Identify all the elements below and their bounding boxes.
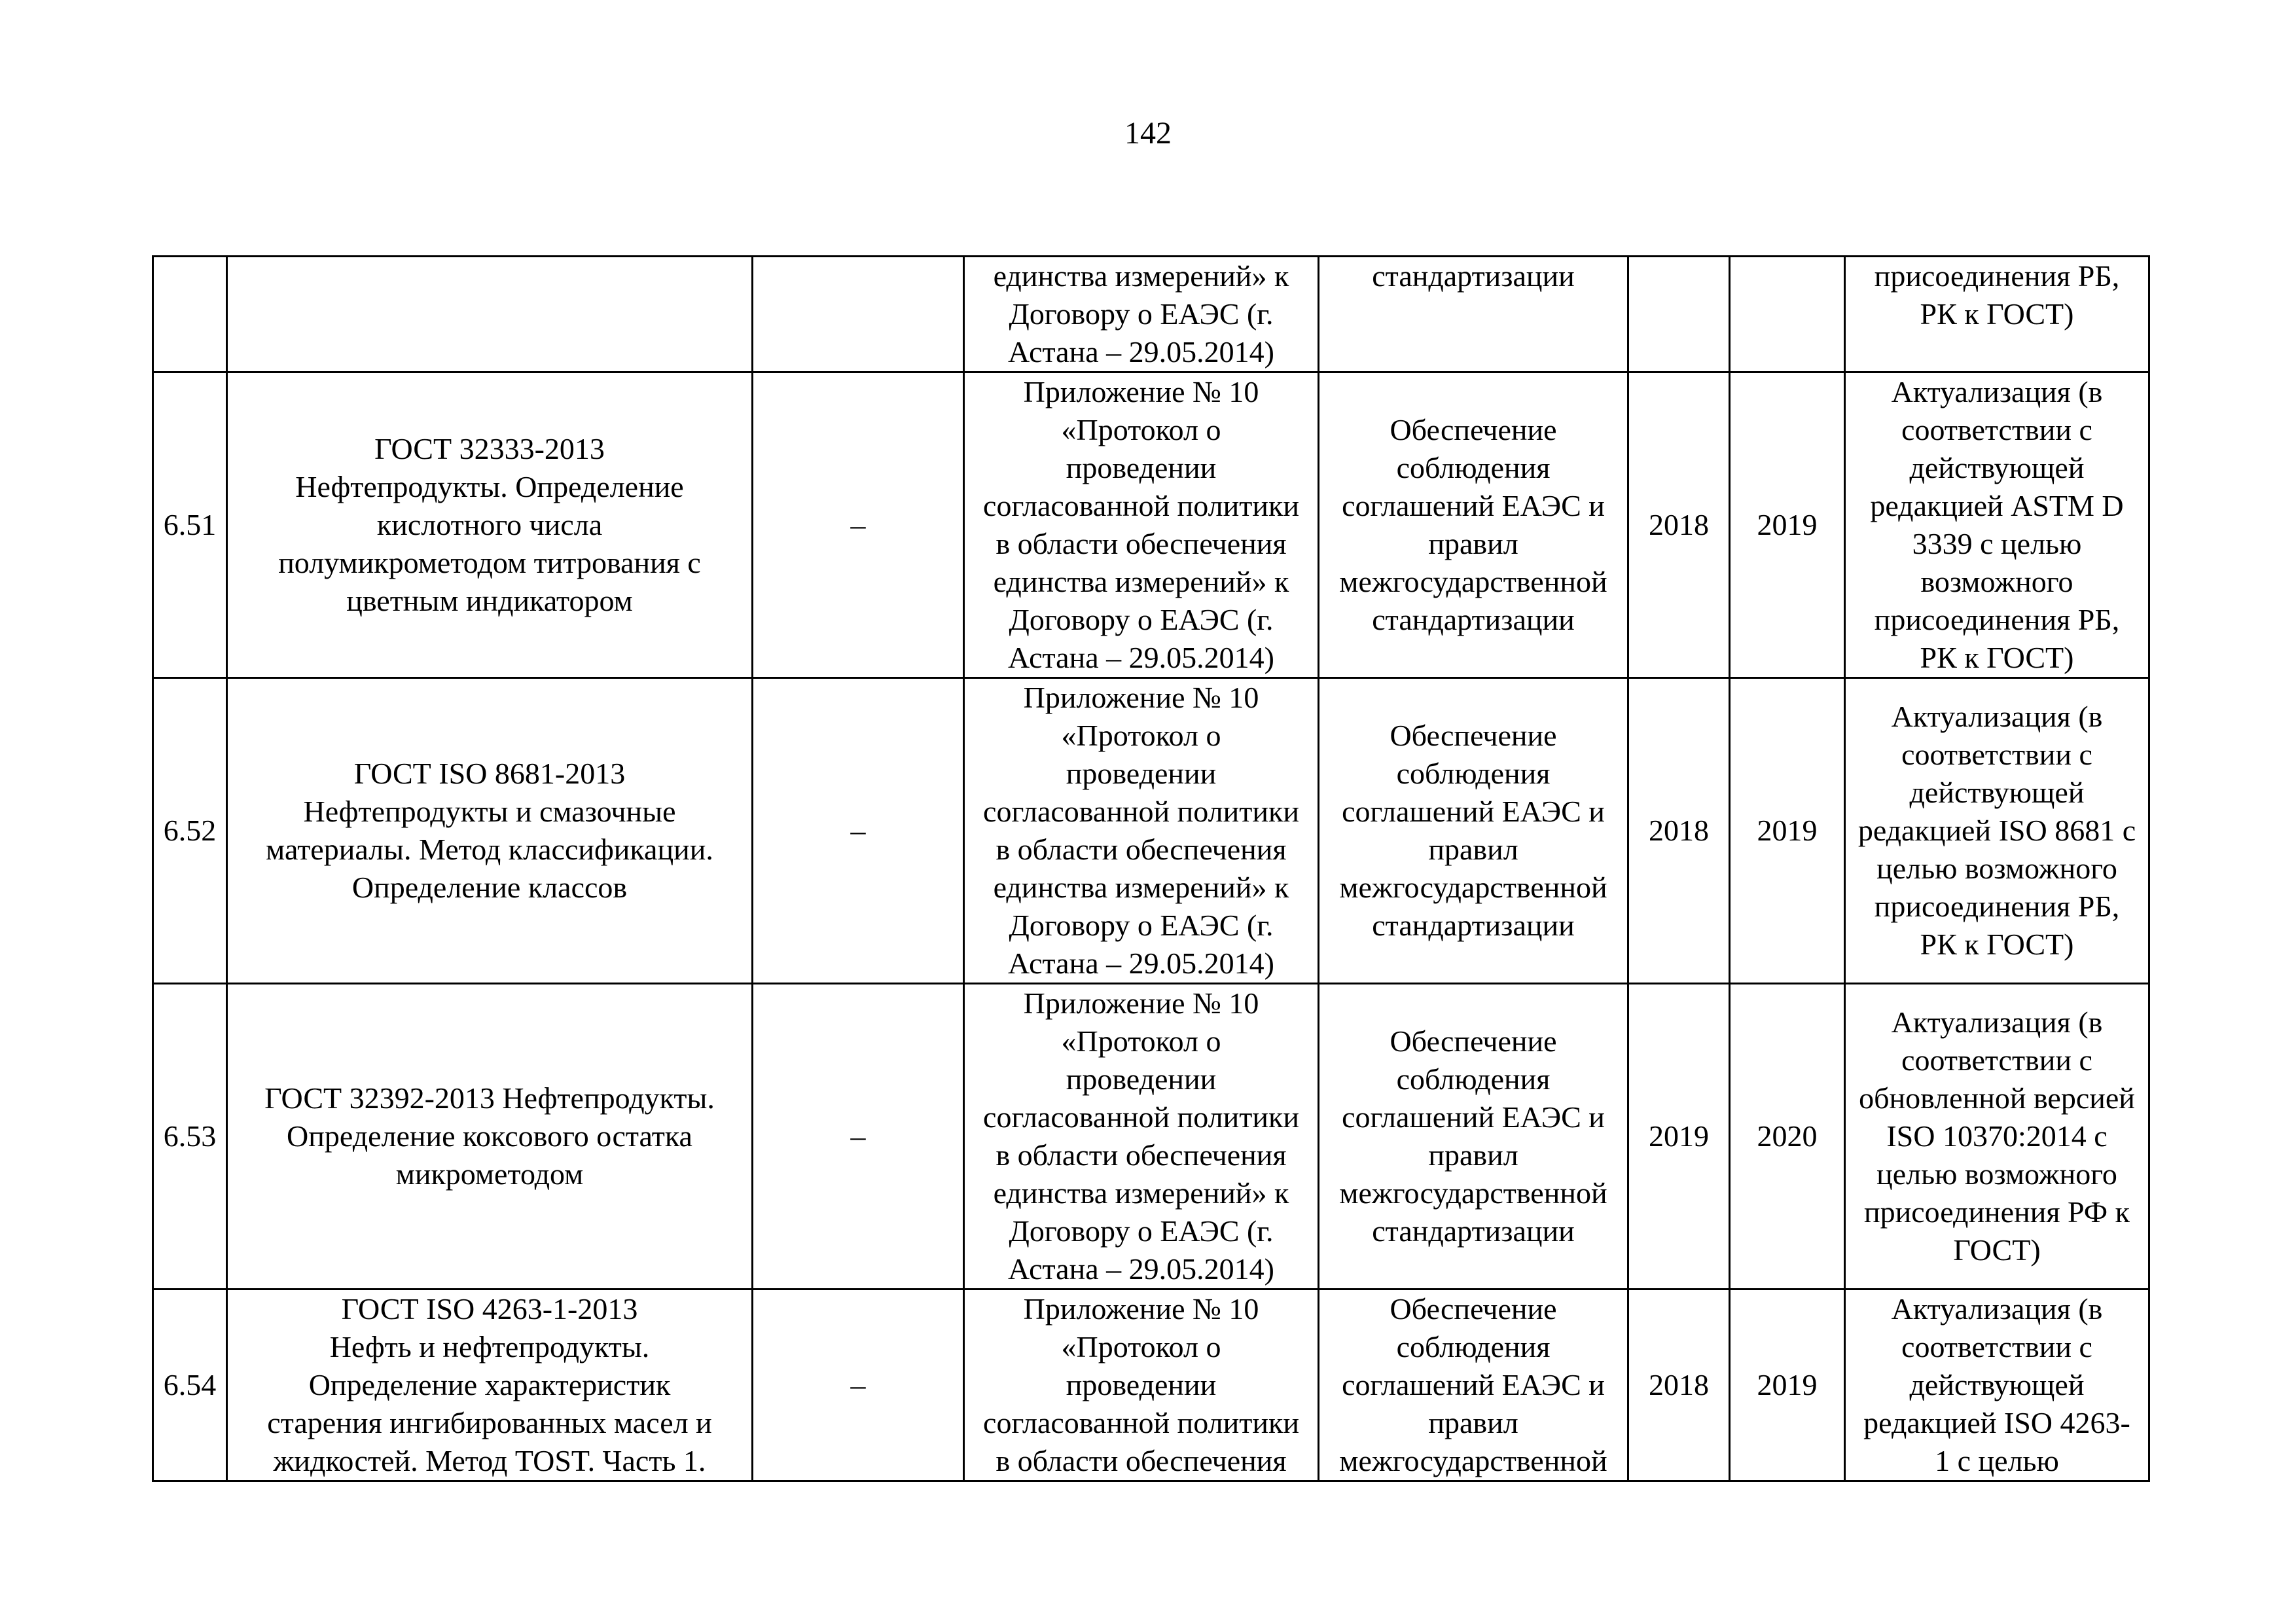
note-line: Актуализация (в [1891, 1005, 2103, 1039]
agreement-line: проведении [1066, 451, 1217, 484]
note-line: 3339 с целью [1912, 527, 2082, 560]
standard-line: Определение классов [351, 871, 628, 904]
purpose-line: стандартизации [1372, 603, 1575, 636]
end-year: 2019 [1730, 1290, 1845, 1481]
agreement-line: «Протокол о [1061, 413, 1221, 446]
standard-line: полумикрометодом титрования с [278, 546, 701, 579]
agreement-line: Приложение № 10 [1023, 986, 1259, 1020]
standard-cell [227, 372, 753, 678]
purpose-line: соглашений ЕАЭС и [1342, 795, 1605, 828]
note-line: соответствии с [1901, 413, 2092, 446]
table-row [153, 1290, 2149, 1481]
standard-line: Определение характеристик [308, 1368, 671, 1401]
note-line: 1 с целью [1935, 1444, 2059, 1477]
cell-num [153, 257, 227, 372]
purpose-line: правил [1428, 527, 1518, 560]
standard-line: Определение коксового остатка [287, 1119, 692, 1153]
note-line: соответствии с [1901, 1330, 2092, 1363]
purpose-line: соблюдения [1396, 1062, 1551, 1096]
purpose-line: соглашений ЕАЭС и [1342, 489, 1605, 522]
cell-standard [227, 257, 753, 372]
purpose-line: правил [1428, 833, 1518, 866]
note-cell [1845, 678, 2149, 984]
agreement-line: согласованной политики [983, 489, 1299, 522]
note-line: редакцией ISO 4263- [1863, 1406, 2130, 1439]
purpose-cell [1319, 678, 1628, 984]
purpose-line: межгосударственной [1339, 565, 1607, 598]
purpose-line: соблюдения [1396, 451, 1551, 484]
standard-cell [227, 1290, 753, 1481]
table-row [153, 678, 2149, 984]
standard-line: ГОСТ 32333-2013 [374, 432, 605, 465]
end-year: 2019 [1730, 678, 1845, 984]
note-line: редакцией ISO 8681 с [1857, 814, 2136, 847]
purpose-line: стандартизации [1372, 259, 1575, 293]
standard-line: старения ингибированных масел и [267, 1406, 712, 1439]
agreement-line: Астана – 29.05.2014) [1008, 641, 1274, 674]
standard-line: ГОСТ 32392-2013 Нефтепродукты. [264, 1081, 715, 1115]
agreement-line: Приложение № 10 [1023, 681, 1259, 714]
purpose-cell [1319, 984, 1628, 1290]
standard-line: ГОСТ ISO 4263-1-2013 [341, 1292, 638, 1326]
agreement-line: Приложение № 10 [1023, 1292, 1259, 1326]
agreement-line: Астана – 29.05.2014) [1008, 1252, 1274, 1286]
replaced-cell: – [753, 1290, 964, 1481]
agreement-cell [964, 984, 1319, 1290]
start-year: 2018 [1628, 372, 1730, 678]
agreement-line: «Протокол о [1061, 1024, 1221, 1058]
agreement-cell [964, 1290, 1319, 1481]
cell-replaced [753, 257, 964, 372]
agreement-line: единства измерений» к [993, 1176, 1289, 1210]
note-line: присоединения РБ, [1874, 890, 2120, 923]
agreement-line: проведении [1066, 757, 1217, 790]
standard-line: жидкостей. Метод TOST. Часть 1. [273, 1444, 706, 1477]
standard-line: материалы. Метод классификации. [266, 833, 713, 866]
end-year: 2020 [1730, 984, 1845, 1290]
agreement-cell [964, 372, 1319, 678]
purpose-line: правил [1428, 1406, 1518, 1439]
note-line: соответствии с [1901, 1043, 2092, 1077]
agreement-line: Договору о ЕАЭС (г. [1009, 909, 1274, 942]
row-number: 6.54 [153, 1290, 227, 1481]
cell-agreement [964, 257, 1319, 372]
note-line: обновленной версией [1859, 1081, 2135, 1115]
agreement-line: Астана – 29.05.2014) [1008, 335, 1274, 369]
cell-end-year [1730, 257, 1845, 372]
agreement-line: в области обеспечения [996, 1444, 1287, 1477]
agreement-line: проведении [1066, 1368, 1217, 1401]
row-number: 6.51 [153, 372, 227, 678]
table-row [153, 372, 2149, 678]
note-line: Актуализация (в [1891, 700, 2103, 733]
page-number: 142 [1124, 116, 1172, 151]
purpose-line: Обеспечение [1390, 1024, 1557, 1058]
agreement-line: в области обеспечения [996, 833, 1287, 866]
cell-start-year [1628, 257, 1730, 372]
purpose-line: правил [1428, 1138, 1518, 1172]
note-line: РК к ГОСТ) [1920, 297, 2074, 331]
start-year: 2018 [1628, 678, 1730, 984]
note-line: целью возможного [1876, 852, 2117, 885]
replaced-cell: – [753, 372, 964, 678]
row-number: 6.52 [153, 678, 227, 984]
standard-line: Нефтепродукты и смазочные [303, 795, 676, 828]
note-cell [1845, 984, 2149, 1290]
start-year: 2018 [1628, 1290, 1730, 1481]
cell-purpose [1319, 257, 1628, 372]
note-line: Актуализация (в [1891, 375, 2103, 408]
note-line: соответствии с [1901, 738, 2092, 771]
note-line: РК к ГОСТ) [1920, 928, 2074, 961]
purpose-line: соблюдения [1396, 1330, 1551, 1363]
agreement-line: в области обеспечения [996, 527, 1287, 560]
cell-note [1845, 257, 2149, 372]
standard-line: ГОСТ ISO 8681-2013 [353, 757, 626, 790]
standard-line: кислотного числа [376, 508, 603, 541]
note-line: действующей [1909, 451, 2085, 484]
note-line: присоединения РБ, [1874, 259, 2120, 293]
standard-line: Нефтепродукты. Определение [295, 470, 684, 503]
agreement-line: «Протокол о [1061, 1330, 1221, 1363]
agreement-cell [964, 678, 1319, 984]
note-line: Актуализация (в [1891, 1292, 2103, 1326]
purpose-cell [1319, 1290, 1628, 1481]
agreement-line: Договору о ЕАЭС (г. [1009, 297, 1274, 331]
note-cell [1845, 372, 2149, 678]
purpose-line: стандартизации [1372, 1214, 1575, 1248]
agreement-line: «Протокол о [1061, 719, 1221, 752]
purpose-line: межгосударственной [1339, 1176, 1607, 1210]
note-line: присоединения РБ, [1874, 603, 2120, 636]
agreement-line: в области обеспечения [996, 1138, 1287, 1172]
agreement-line: единства измерений» к [993, 871, 1289, 904]
agreement-line: согласованной политики [983, 795, 1299, 828]
note-line: ГОСТ) [1953, 1233, 2041, 1267]
purpose-line: стандартизации [1372, 909, 1575, 942]
note-cell [1845, 1290, 2149, 1481]
agreement-line: проведении [1066, 1062, 1217, 1096]
agreement-line: согласованной политики [983, 1406, 1299, 1439]
agreement-line: Договору о ЕАЭС (г. [1009, 1214, 1274, 1248]
purpose-line: Обеспечение [1390, 1292, 1557, 1326]
agreement-line: Приложение № 10 [1023, 375, 1259, 408]
note-line: редакцией ASTM D [1870, 489, 2124, 522]
replaced-cell: – [753, 678, 964, 984]
standard-cell [227, 984, 753, 1290]
agreement-line: единства измерений» к [993, 565, 1289, 598]
note-line: РК к ГОСТ) [1920, 641, 2074, 674]
note-line: ISO 10370:2014 с [1886, 1119, 2108, 1153]
replaced-cell: – [753, 984, 964, 1290]
start-year: 2019 [1628, 984, 1730, 1290]
standard-line: Нефть и нефтепродукты. [329, 1330, 650, 1363]
standard-line: цветным индикатором [346, 584, 633, 617]
end-year: 2019 [1730, 372, 1845, 678]
purpose-line: Обеспечение [1390, 719, 1557, 752]
note-line: действующей [1909, 1368, 2085, 1401]
row-number: 6.53 [153, 984, 227, 1290]
purpose-line: соблюдения [1396, 757, 1551, 790]
purpose-cell [1319, 372, 1628, 678]
purpose-line: Обеспечение [1390, 413, 1557, 446]
standard-cell [227, 678, 753, 984]
agreement-line: согласованной политики [983, 1100, 1299, 1134]
note-line: целью возможного [1876, 1157, 2117, 1191]
note-line: присоединения РФ к [1864, 1195, 2130, 1229]
note-line: действующей [1909, 776, 2085, 809]
purpose-line: соглашений ЕАЭС и [1342, 1368, 1605, 1401]
agreement-line: единства измерений» к [993, 259, 1289, 293]
agreement-line: Астана – 29.05.2014) [1008, 947, 1274, 980]
standard-line: микрометодом [395, 1157, 584, 1191]
table-row-continuation [153, 257, 2149, 372]
standards-table [152, 255, 2150, 1482]
purpose-line: соглашений ЕАЭС и [1342, 1100, 1605, 1134]
purpose-line: межгосударственной [1339, 871, 1607, 904]
agreement-line: Договору о ЕАЭС (г. [1009, 603, 1274, 636]
table-row [153, 984, 2149, 1290]
note-line: возможного [1920, 565, 2073, 598]
purpose-line: межгосударственной [1339, 1444, 1607, 1477]
